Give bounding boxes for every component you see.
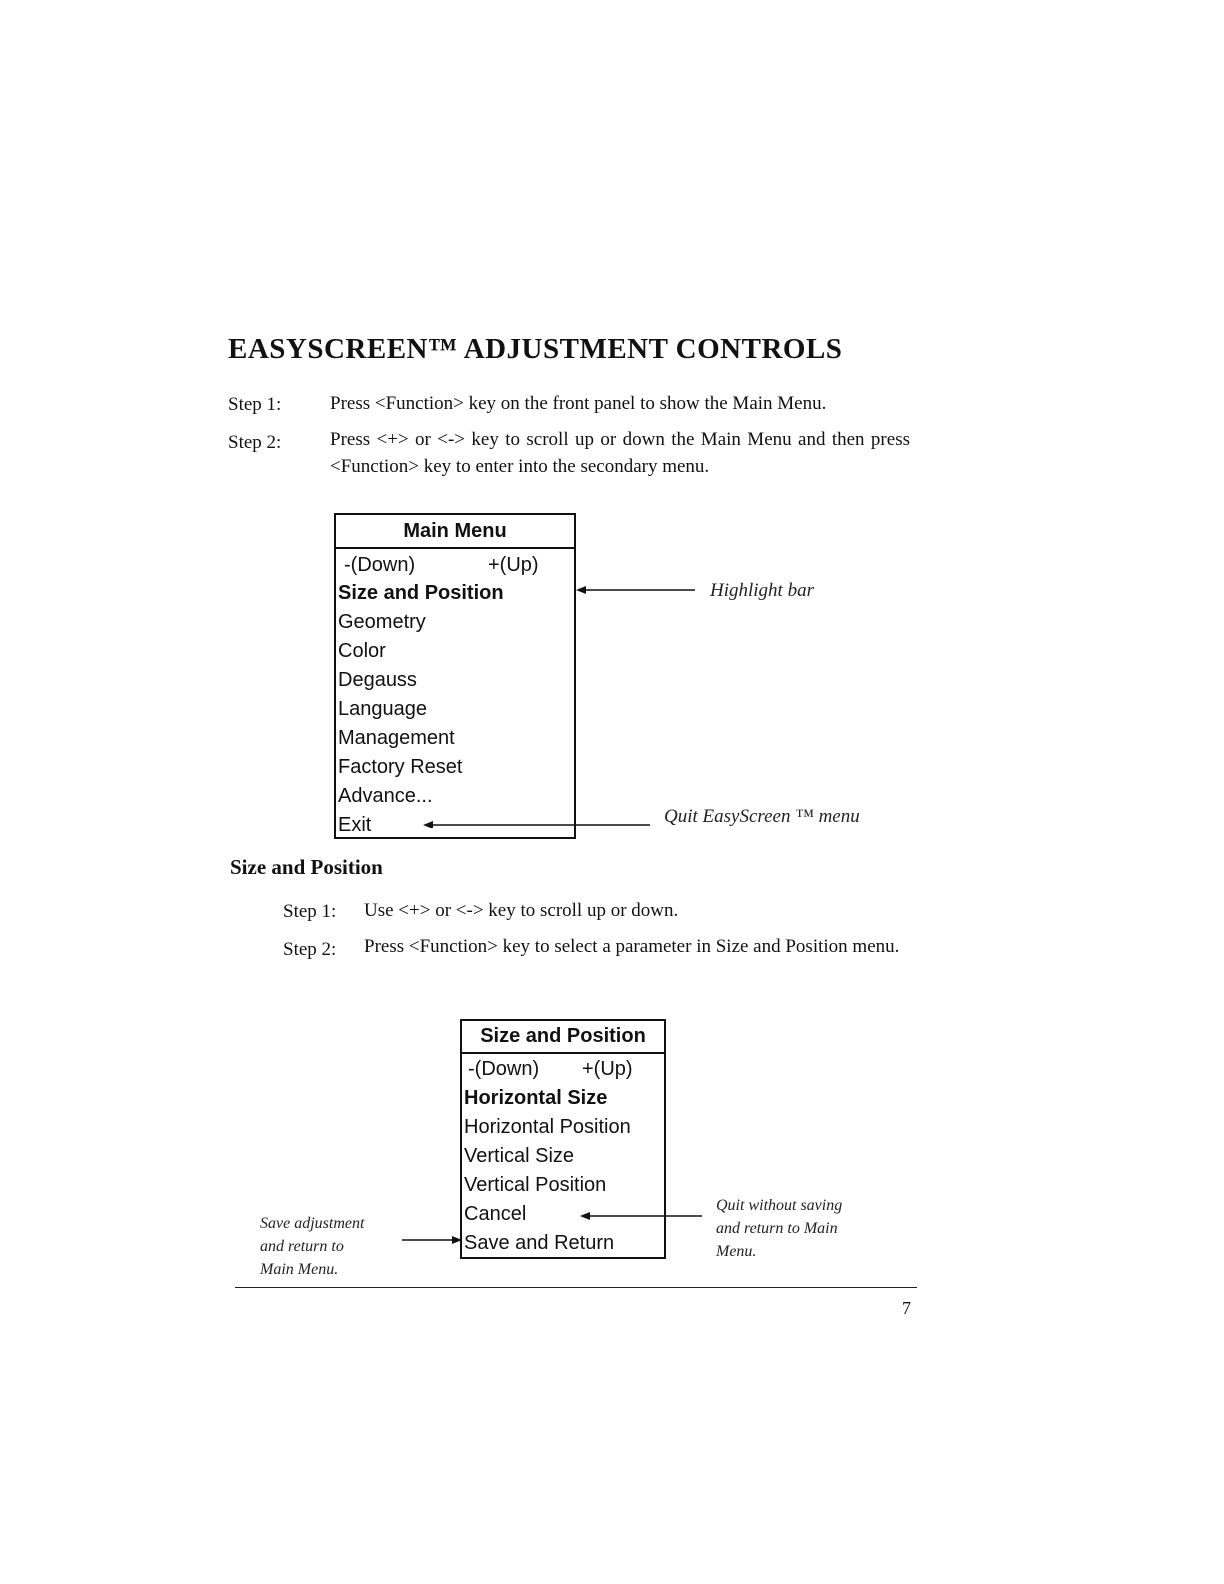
size-step-2-text: Press <Function> key to select a parameter in Size and Position menu.: [364, 936, 900, 957]
size-step-1-text: Use <+> or <-> key to scroll up or down.: [364, 900, 679, 921]
exit-arrow-head: [423, 821, 433, 828]
main-menu-item-factory-reset[interactable]: Factory Reset: [338, 756, 463, 778]
quit-annotation-line-3: Menu.: [716, 1243, 757, 1260]
cancel-arrow-head: [580, 1212, 590, 1220]
size-menu-arrows: [400, 1200, 710, 1260]
down-key-label: -(Down): [344, 554, 416, 576]
section-heading: Size and Position: [230, 855, 383, 879]
size-up-key-label: +(Up): [582, 1058, 633, 1080]
save-annotation-line-2: and return to: [260, 1238, 344, 1255]
size-down-key-label: -(Down): [468, 1058, 540, 1080]
size-menu-item-horizontal-position[interactable]: Horizontal Position: [464, 1116, 631, 1138]
highlight-bar-annotation: Highlight bar: [710, 580, 814, 601]
main-menu-item-color[interactable]: Color: [338, 640, 386, 662]
main-menu-arrows: [420, 578, 710, 828]
quit-menu-annotation: Quit EasyScreen ™ menu: [664, 806, 860, 827]
quit-without-saving-annotation: [716, 1194, 842, 1263]
step-1-text: Press <Function> key on the front panel to show the Main Menu.: [330, 393, 827, 414]
main-menu-item-language[interactable]: Language: [338, 698, 427, 720]
main-menu-item-advance[interactable]: Advance...: [338, 785, 433, 807]
main-menu-scroll-hint: [336, 549, 574, 579]
page-title: EASYSCREEN™ ADJUSTMENT CONTROLS: [228, 333, 843, 365]
size-menu-item-vertical-position[interactable]: Vertical Position: [464, 1174, 607, 1196]
main-menu-item-exit[interactable]: Exit: [338, 814, 372, 836]
main-menu-item-degauss[interactable]: Degauss: [338, 669, 417, 691]
main-menu-item-management[interactable]: Management: [338, 727, 455, 749]
page-number: 7: [902, 1298, 911, 1318]
size-step-1-label: Step 1:: [283, 901, 337, 922]
quit-annotation-line-1: Quit without saving: [716, 1197, 843, 1214]
save-adjustment-annotation: [260, 1212, 364, 1281]
step-2-label: Step 2:: [228, 432, 282, 453]
quit-annotation-line-2: and return to Main: [716, 1220, 838, 1237]
size-menu-title: Size and Position: [462, 1021, 664, 1054]
save-arrow-head: [452, 1236, 462, 1244]
step-1-label: Step 1:: [228, 394, 282, 415]
save-annotation-line-3: Main Menu.: [260, 1261, 339, 1278]
size-menu-item-cancel[interactable]: Cancel: [464, 1203, 527, 1225]
size-menu-item-horizontal-size[interactable]: Horizontal Size: [464, 1087, 608, 1109]
highlight-arrow-head: [576, 586, 586, 594]
size-step-2-label: Step 2:: [283, 939, 337, 960]
size-menu-scroll-hint: [462, 1054, 664, 1084]
main-menu-title: Main Menu: [336, 515, 574, 549]
main-menu-item-geometry[interactable]: Geometry: [338, 611, 426, 633]
size-menu-item-vertical-size[interactable]: Vertical Size: [464, 1145, 575, 1167]
up-key-label: +(Up): [488, 554, 539, 576]
size-menu-item-save-return[interactable]: Save and Return: [464, 1232, 615, 1254]
save-annotation-line-1: Save adjustment: [260, 1215, 365, 1232]
step-2-text: Press <+> or <-> key to scroll up or down the Main Menu and then press <Function> key to enter into the secondary menu.: [330, 429, 910, 477]
main-menu-item-size-position[interactable]: Size and Position: [338, 582, 504, 604]
footer-rule: [235, 1287, 917, 1288]
